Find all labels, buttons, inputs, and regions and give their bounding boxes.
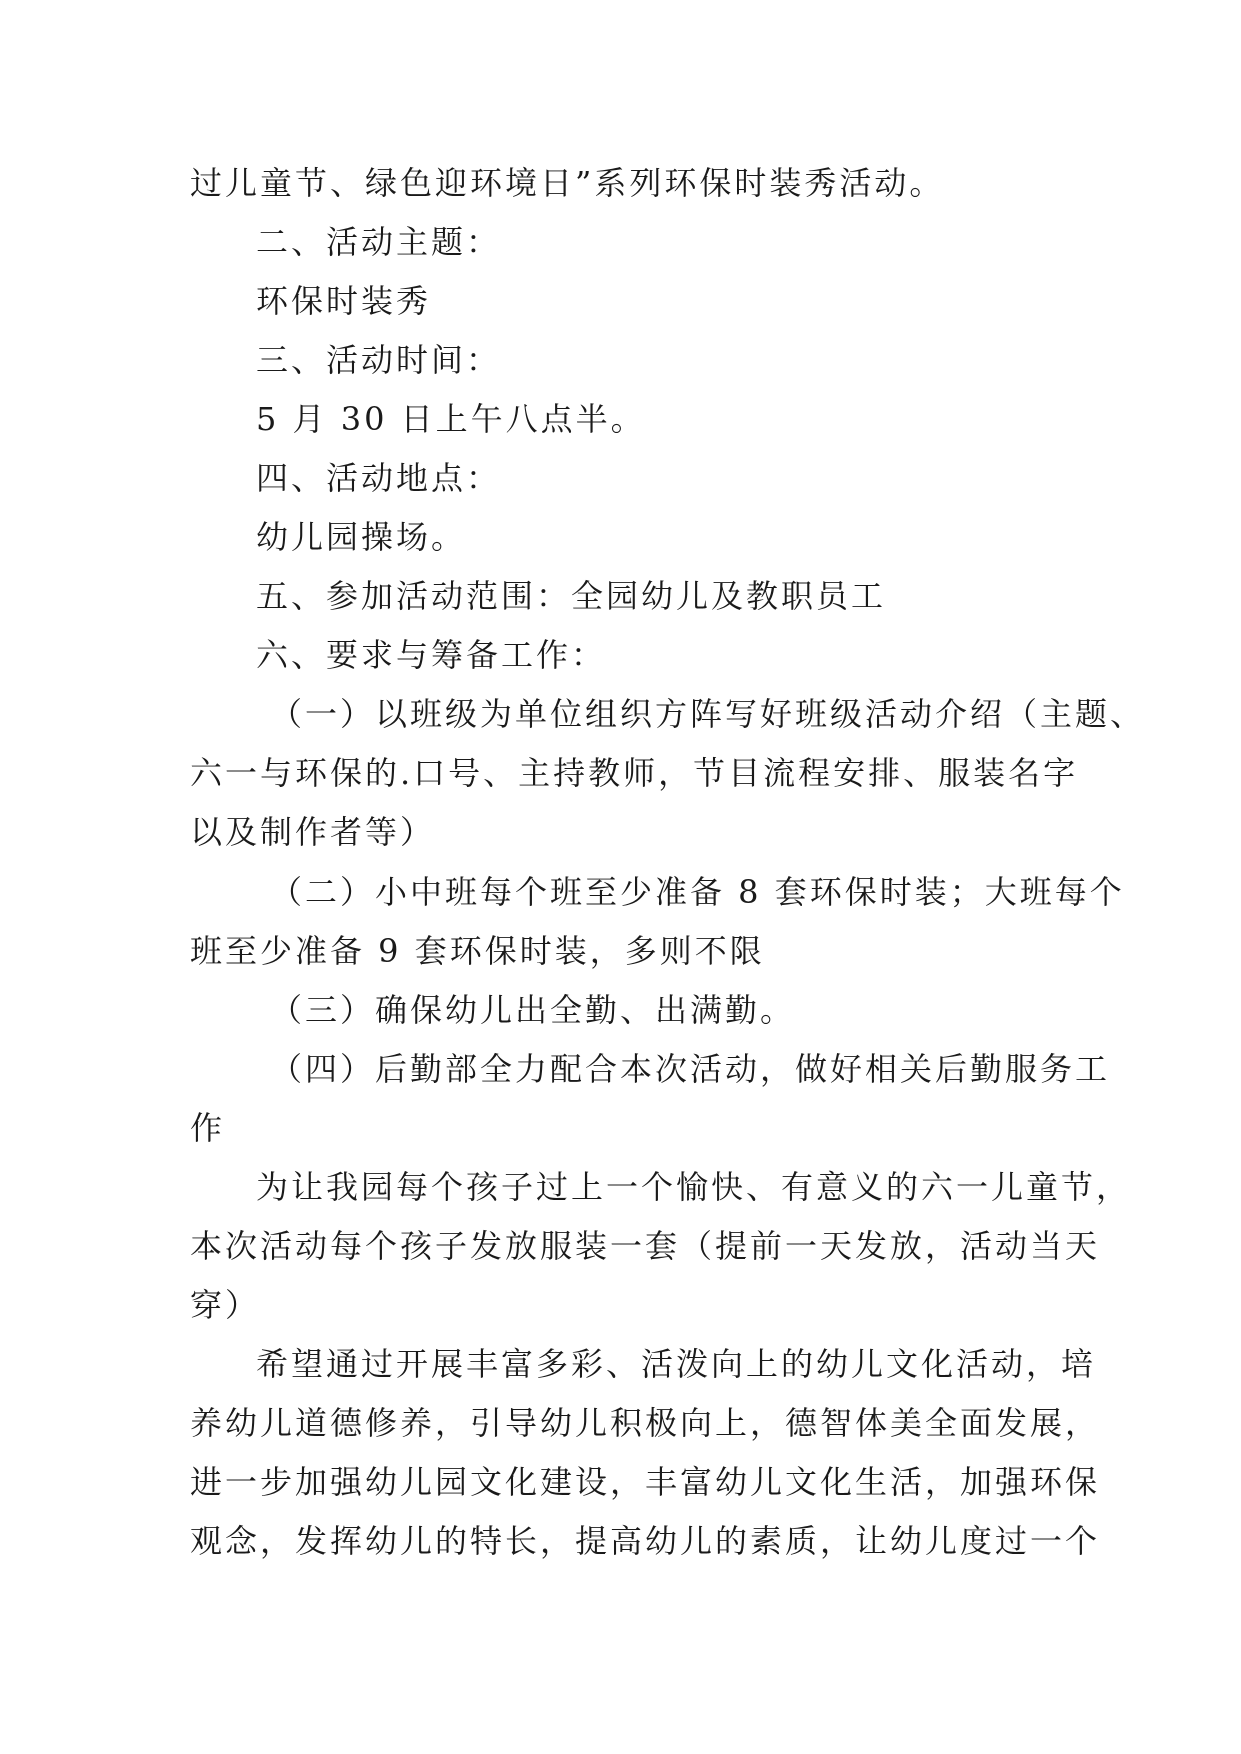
paragraph-line: 六一与环保的.口号、主持教师，节目流程安排、服装名字: [190, 754, 1079, 792]
paragraph-line: 环保时装秀: [256, 282, 432, 320]
paragraph-line: 进一步加强幼儿园文化建设，丰富幼儿文化生活，加强环保: [190, 1463, 1101, 1501]
paragraph-line: （三）确保幼儿出全勤、出满勤。: [270, 991, 796, 1029]
paragraph-line: 本次活动每个孩子发放服装一套（提前一天发放，活动当天: [190, 1227, 1101, 1265]
section-heading-requirements: 六、要求与筹备工作：: [256, 636, 607, 674]
paragraph-line: 5 月 30 日上午八点半。: [256, 400, 646, 438]
paragraph-line: 观念，发挥幼儿的特长，提高幼儿的素质，让幼儿度过一个: [190, 1522, 1101, 1560]
paragraph-line: 穿）: [190, 1286, 261, 1324]
paragraph-line: 过儿童节、绿色迎环境日”系列环保时装秀活动。: [190, 164, 945, 202]
paragraph-line: 幼儿园操场。: [256, 518, 467, 556]
paragraph-line: 为让我园每个孩子过上一个愉快、有意义的六一儿童节，: [256, 1168, 1132, 1206]
paragraph-line: （四）后勤部全力配合本次活动，做好相关后勤服务工: [270, 1050, 1111, 1088]
section-heading-time: 三、活动时间：: [256, 341, 502, 379]
paragraph-line: 希望通过开展丰富多彩、活泼向上的幼儿文化活动，培: [256, 1345, 1097, 1383]
paragraph-line: 以及制作者等）: [190, 813, 436, 851]
paragraph-line: （一）以班级为单位组织方阵写好班级活动介绍（主题、: [270, 695, 1146, 733]
section-heading-theme: 二、活动主题：: [256, 223, 502, 261]
paragraph-line: 班至少准备 9 套环保时装，多则不限: [190, 932, 765, 970]
paragraph-line: 养幼儿道德修养，引导幼儿积极向上，德智体美全面发展，: [190, 1404, 1101, 1442]
section-heading-location: 四、活动地点：: [256, 459, 502, 497]
paragraph-line: （二）小中班每个班至少准备 8 套环保时装；大班每个: [270, 873, 1125, 911]
paragraph-line: 作: [190, 1109, 226, 1147]
section-heading-scope: 五、参加活动范围：全园幼儿及教职员工: [256, 577, 887, 615]
